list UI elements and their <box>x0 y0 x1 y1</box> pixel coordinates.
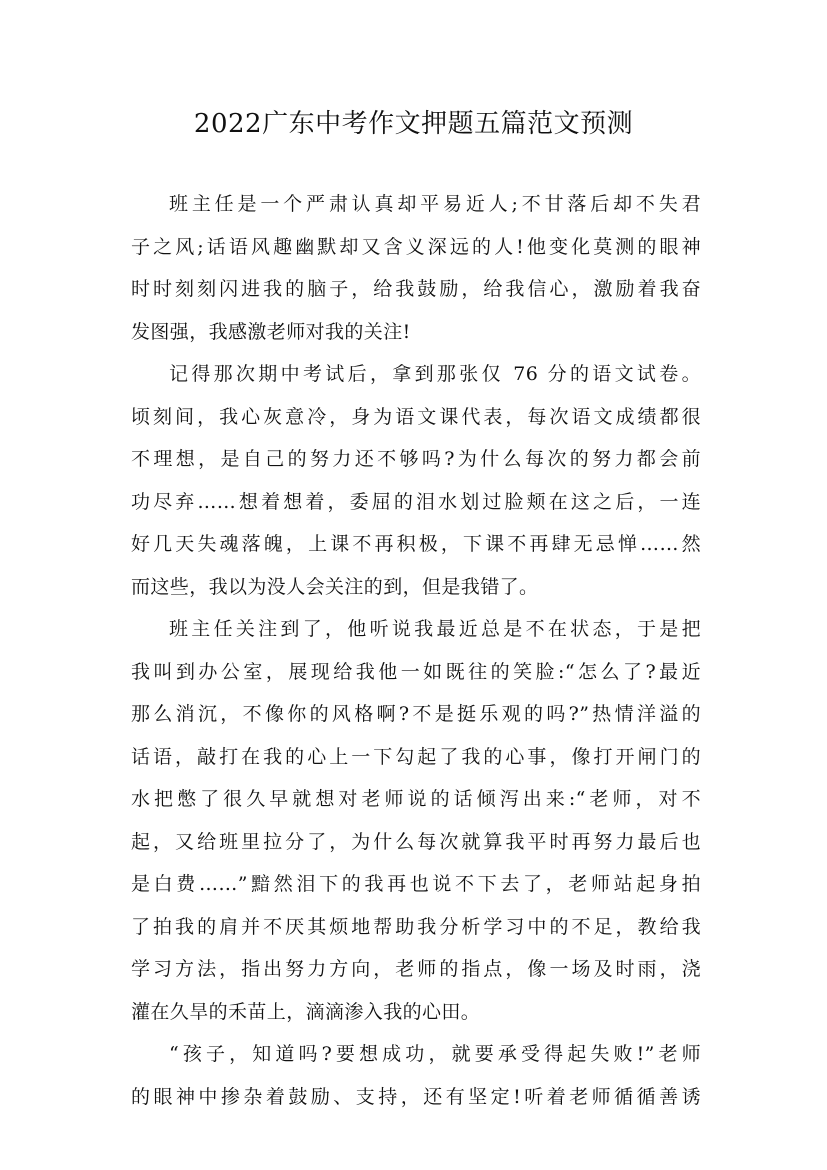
text-line: 功尽弃……想着想着，委屈的泪水划过脸颊在这之后，一连 <box>131 490 701 513</box>
text-line: 子之风;话语风趣幽默却又含义深远的人!他变化莫测的眼神 <box>131 235 701 258</box>
text-line: 我叫到办公室，展现给我他一如既往的笑脸:“怎么了?最近 <box>131 660 701 683</box>
text-line: 那么消沉，不像你的风格啊?不是挺乐观的吗?”热情洋溢的 <box>131 703 701 725</box>
text-line: 话语，敲打在我的心上一下勾起了我的心事，像打开闸门的 <box>131 745 701 768</box>
text-line: 发图强，我感激老师对我的关注! <box>131 320 411 343</box>
text-line: 不理想，是自己的努力还不够吗?为什么每次的努力都会前 <box>131 448 701 470</box>
text-line: 是白费……”黯然泪下的我再也说不下去了，老师站起身拍 <box>131 873 701 895</box>
text-line: 的眼神中掺杂着鼓励、支持，还有坚定!听着老师循循善诱 <box>131 1085 701 1108</box>
text-line: 好几天失魂落魄，上课不再积极，下课不再肆无忌惮……然 <box>131 533 701 555</box>
text-line: “孩子，知道吗?要想成功，就要承受得起失败!”老师 <box>169 1043 701 1065</box>
text-line: 了拍我的肩并不厌其烦地帮助我分析学习中的不足，教给我 <box>131 915 701 938</box>
text-line: 水把憋了很久早就想对老师说的话倾泻出来:“老师，对不 <box>131 788 701 810</box>
document-body <box>131 183 701 1118</box>
text-line: 灌在久旱的禾苗上，滴滴渗入我的心田。 <box>131 1000 481 1023</box>
text-line: 学习方法，指出努力方向，老师的指点，像一场及时雨，浇 <box>131 958 701 980</box>
text-line: 班主任关注到了，他听说我最近总是不在状态，于是把 <box>169 618 701 640</box>
document-title: 2022广东中考作文押题五篇范文预测 <box>193 109 634 139</box>
text-line: 记得那次期中考试后，拿到那张仅 76 分的语文试卷。 <box>169 363 701 385</box>
text-line: 班主任是一个严肃认真却平易近人;不甘落后却不失君 <box>169 193 701 215</box>
text-line: 而这些，我以为没人会关注的到，但是我错了。 <box>131 575 539 598</box>
text-line: 顷刻间，我心灰意冷，身为语文课代表，每次语文成绩都很 <box>131 405 701 428</box>
text-line: 时时刻刻闪进我的脑子，给我鼓励，给我信心，激励着我奋 <box>131 278 701 300</box>
text-line: 起，又给班里拉分了，为什么每次就算我平时再努力最后也 <box>131 830 701 853</box>
